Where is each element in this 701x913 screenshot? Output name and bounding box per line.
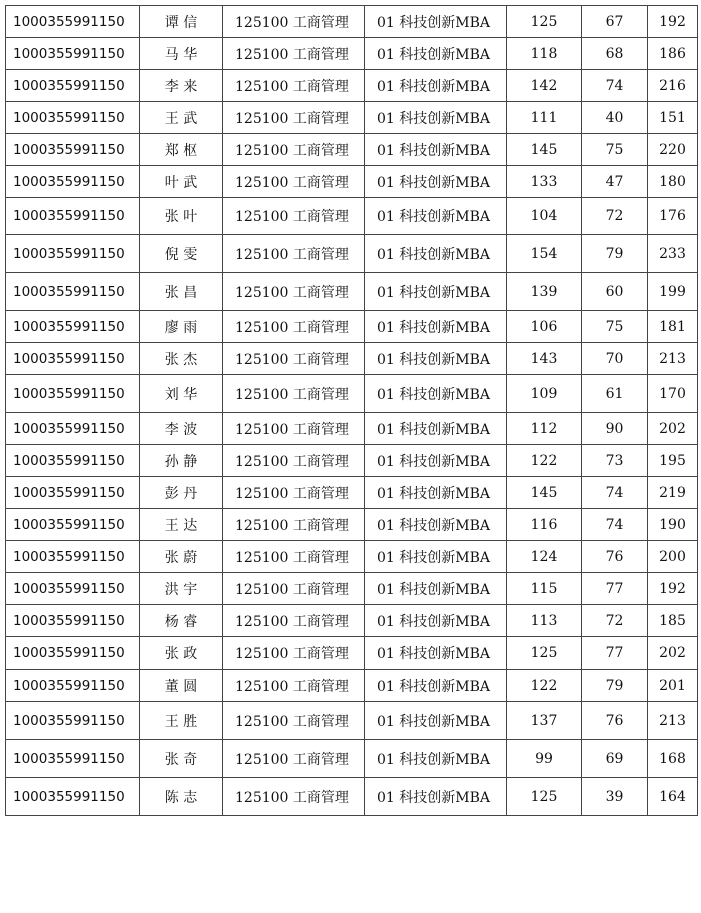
name-cell: 刘 华 [140, 375, 223, 413]
score-1-cell: 104 [507, 198, 582, 235]
score-2-cell: 76 [582, 541, 648, 573]
direction-cell: 01 科技创新MBA [365, 102, 507, 134]
major-cell: 125100 工商管理 [223, 38, 365, 70]
major-cell: 125100 工商管理 [223, 375, 365, 413]
name-cell: 谭 信 [140, 6, 223, 38]
candidate-id-cell: 1000355991150 [6, 702, 140, 740]
table-row [6, 778, 698, 816]
major-cell: 125100 工商管理 [223, 413, 365, 445]
name-cell: 杨 睿 [140, 605, 223, 637]
total-score-cell: 181 [648, 311, 698, 343]
score-1-cell: 122 [507, 445, 582, 477]
major-cell: 125100 工商管理 [223, 70, 365, 102]
direction-cell: 01 科技创新MBA [365, 541, 507, 573]
score-1-cell: 125 [507, 637, 582, 670]
name-cell: 张 叶 [140, 198, 223, 235]
major-cell: 125100 工商管理 [223, 134, 365, 166]
candidate-id-cell: 1000355991150 [6, 413, 140, 445]
score-2-cell: 75 [582, 311, 648, 343]
total-score-cell: 192 [648, 573, 698, 605]
score-2-cell: 61 [582, 375, 648, 413]
score-2-cell: 74 [582, 70, 648, 102]
table-row [6, 343, 698, 375]
candidate-id-cell: 1000355991150 [6, 134, 140, 166]
name-cell: 郑 枢 [140, 134, 223, 166]
total-score-cell: 151 [648, 102, 698, 134]
candidate-id-cell: 1000355991150 [6, 6, 140, 38]
direction-cell: 01 科技创新MBA [365, 702, 507, 740]
candidate-id-cell: 1000355991150 [6, 477, 140, 509]
score-2-cell: 39 [582, 778, 648, 816]
score-1-cell: 145 [507, 477, 582, 509]
name-cell: 马 华 [140, 38, 223, 70]
total-score-cell: 202 [648, 637, 698, 670]
table-row [6, 38, 698, 70]
table-row [6, 702, 698, 740]
major-cell: 125100 工商管理 [223, 637, 365, 670]
score-1-cell: 122 [507, 670, 582, 702]
direction-cell: 01 科技创新MBA [365, 670, 507, 702]
direction-cell: 01 科技创新MBA [365, 477, 507, 509]
major-cell: 125100 工商管理 [223, 477, 365, 509]
score-1-cell: 109 [507, 375, 582, 413]
direction-cell: 01 科技创新MBA [365, 445, 507, 477]
direction-cell: 01 科技创新MBA [365, 375, 507, 413]
candidate-id-cell: 1000355991150 [6, 273, 140, 311]
major-cell: 125100 工商管理 [223, 702, 365, 740]
total-score-cell: 190 [648, 509, 698, 541]
name-cell: 张 蔚 [140, 541, 223, 573]
score-1-cell: 112 [507, 413, 582, 445]
table-row [6, 445, 698, 477]
table-row [6, 740, 698, 778]
direction-cell: 01 科技创新MBA [365, 273, 507, 311]
table-row [6, 670, 698, 702]
score-1-cell: 139 [507, 273, 582, 311]
total-score-cell: 213 [648, 702, 698, 740]
table-row [6, 573, 698, 605]
total-score-cell: 202 [648, 413, 698, 445]
score-2-cell: 60 [582, 273, 648, 311]
total-score-cell: 170 [648, 375, 698, 413]
score-2-cell: 40 [582, 102, 648, 134]
name-cell: 陈 志 [140, 778, 223, 816]
direction-cell: 01 科技创新MBA [365, 134, 507, 166]
candidate-id-cell: 1000355991150 [6, 541, 140, 573]
name-cell: 李 来 [140, 70, 223, 102]
table-row [6, 273, 698, 311]
total-score-cell: 164 [648, 778, 698, 816]
name-cell: 叶 武 [140, 166, 223, 198]
total-score-cell: 213 [648, 343, 698, 375]
score-1-cell: 133 [507, 166, 582, 198]
major-cell: 125100 工商管理 [223, 573, 365, 605]
candidate-id-cell: 1000355991150 [6, 166, 140, 198]
major-cell: 125100 工商管理 [223, 102, 365, 134]
name-cell: 张 政 [140, 637, 223, 670]
name-cell: 王 达 [140, 509, 223, 541]
score-1-cell: 125 [507, 6, 582, 38]
name-cell: 董 圆 [140, 670, 223, 702]
candidate-id-cell: 1000355991150 [6, 235, 140, 273]
table-row [6, 637, 698, 670]
score-1-cell: 115 [507, 573, 582, 605]
score-2-cell: 76 [582, 702, 648, 740]
major-cell: 125100 工商管理 [223, 235, 365, 273]
score-1-cell: 137 [507, 702, 582, 740]
candidate-id-cell: 1000355991150 [6, 343, 140, 375]
score-2-cell: 72 [582, 198, 648, 235]
table-row [6, 541, 698, 573]
major-cell: 125100 工商管理 [223, 198, 365, 235]
score-1-cell: 145 [507, 134, 582, 166]
major-cell: 125100 工商管理 [223, 778, 365, 816]
major-cell: 125100 工商管理 [223, 445, 365, 477]
score-1-cell: 154 [507, 235, 582, 273]
total-score-cell: 200 [648, 541, 698, 573]
candidate-id-cell: 1000355991150 [6, 102, 140, 134]
total-score-cell: 220 [648, 134, 698, 166]
score-2-cell: 67 [582, 6, 648, 38]
direction-cell: 01 科技创新MBA [365, 605, 507, 637]
table-row [6, 102, 698, 134]
major-cell: 125100 工商管理 [223, 605, 365, 637]
score-2-cell: 47 [582, 166, 648, 198]
name-cell: 张 昌 [140, 273, 223, 311]
total-score-cell: 195 [648, 445, 698, 477]
direction-cell: 01 科技创新MBA [365, 740, 507, 778]
total-score-cell: 180 [648, 166, 698, 198]
candidate-id-cell: 1000355991150 [6, 445, 140, 477]
table-row [6, 6, 698, 38]
name-cell: 张 奇 [140, 740, 223, 778]
admission-score-table [5, 5, 698, 816]
major-cell: 125100 工商管理 [223, 509, 365, 541]
name-cell: 王 武 [140, 102, 223, 134]
score-1-cell: 143 [507, 343, 582, 375]
candidate-id-cell: 1000355991150 [6, 637, 140, 670]
total-score-cell: 186 [648, 38, 698, 70]
major-cell: 125100 工商管理 [223, 311, 365, 343]
direction-cell: 01 科技创新MBA [365, 573, 507, 605]
total-score-cell: 233 [648, 235, 698, 273]
candidate-id-cell: 1000355991150 [6, 740, 140, 778]
table-row [6, 70, 698, 102]
score-2-cell: 73 [582, 445, 648, 477]
score-2-cell: 70 [582, 343, 648, 375]
candidate-id-cell: 1000355991150 [6, 573, 140, 605]
table-row [6, 235, 698, 273]
direction-cell: 01 科技创新MBA [365, 509, 507, 541]
total-score-cell: 176 [648, 198, 698, 235]
table-row [6, 509, 698, 541]
candidate-id-cell: 1000355991150 [6, 311, 140, 343]
major-cell: 125100 工商管理 [223, 273, 365, 311]
total-score-cell: 199 [648, 273, 698, 311]
score-2-cell: 90 [582, 413, 648, 445]
major-cell: 125100 工商管理 [223, 6, 365, 38]
major-cell: 125100 工商管理 [223, 541, 365, 573]
score-1-cell: 99 [507, 740, 582, 778]
name-cell: 孙 静 [140, 445, 223, 477]
direction-cell: 01 科技创新MBA [365, 235, 507, 273]
direction-cell: 01 科技创新MBA [365, 6, 507, 38]
candidate-id-cell: 1000355991150 [6, 198, 140, 235]
direction-cell: 01 科技创新MBA [365, 311, 507, 343]
direction-cell: 01 科技创新MBA [365, 778, 507, 816]
total-score-cell: 219 [648, 477, 698, 509]
score-1-cell: 118 [507, 38, 582, 70]
table-row [6, 477, 698, 509]
table-row [6, 605, 698, 637]
table-row [6, 413, 698, 445]
score-2-cell: 74 [582, 509, 648, 541]
total-score-cell: 192 [648, 6, 698, 38]
candidate-id-cell: 1000355991150 [6, 605, 140, 637]
candidate-id-cell: 1000355991150 [6, 670, 140, 702]
major-cell: 125100 工商管理 [223, 670, 365, 702]
total-score-cell: 216 [648, 70, 698, 102]
table-row [6, 198, 698, 235]
name-cell: 王 胜 [140, 702, 223, 740]
score-1-cell: 113 [507, 605, 582, 637]
table-row [6, 134, 698, 166]
candidate-id-cell: 1000355991150 [6, 375, 140, 413]
score-2-cell: 79 [582, 235, 648, 273]
major-cell: 125100 工商管理 [223, 166, 365, 198]
score-2-cell: 77 [582, 573, 648, 605]
score-1-cell: 124 [507, 541, 582, 573]
total-score-cell: 185 [648, 605, 698, 637]
name-cell: 张 杰 [140, 343, 223, 375]
major-cell: 125100 工商管理 [223, 740, 365, 778]
score-1-cell: 106 [507, 311, 582, 343]
direction-cell: 01 科技创新MBA [365, 70, 507, 102]
total-score-cell: 168 [648, 740, 698, 778]
direction-cell: 01 科技创新MBA [365, 198, 507, 235]
score-2-cell: 77 [582, 637, 648, 670]
score-2-cell: 79 [582, 670, 648, 702]
direction-cell: 01 科技创新MBA [365, 637, 507, 670]
score-1-cell: 125 [507, 778, 582, 816]
name-cell: 洪 宇 [140, 573, 223, 605]
candidate-id-cell: 1000355991150 [6, 778, 140, 816]
candidate-id-cell: 1000355991150 [6, 70, 140, 102]
direction-cell: 01 科技创新MBA [365, 166, 507, 198]
score-2-cell: 74 [582, 477, 648, 509]
table-body [6, 6, 698, 816]
score-1-cell: 116 [507, 509, 582, 541]
score-2-cell: 68 [582, 38, 648, 70]
score-2-cell: 72 [582, 605, 648, 637]
table-row [6, 311, 698, 343]
direction-cell: 01 科技创新MBA [365, 413, 507, 445]
major-cell: 125100 工商管理 [223, 343, 365, 375]
candidate-id-cell: 1000355991150 [6, 38, 140, 70]
direction-cell: 01 科技创新MBA [365, 343, 507, 375]
score-2-cell: 69 [582, 740, 648, 778]
score-2-cell: 75 [582, 134, 648, 166]
name-cell: 彭 丹 [140, 477, 223, 509]
table-row [6, 375, 698, 413]
direction-cell: 01 科技创新MBA [365, 38, 507, 70]
total-score-cell: 201 [648, 670, 698, 702]
candidate-id-cell: 1000355991150 [6, 509, 140, 541]
table-row [6, 166, 698, 198]
score-1-cell: 142 [507, 70, 582, 102]
name-cell: 廖 雨 [140, 311, 223, 343]
name-cell: 倪 雯 [140, 235, 223, 273]
score-1-cell: 111 [507, 102, 582, 134]
name-cell: 李 波 [140, 413, 223, 445]
